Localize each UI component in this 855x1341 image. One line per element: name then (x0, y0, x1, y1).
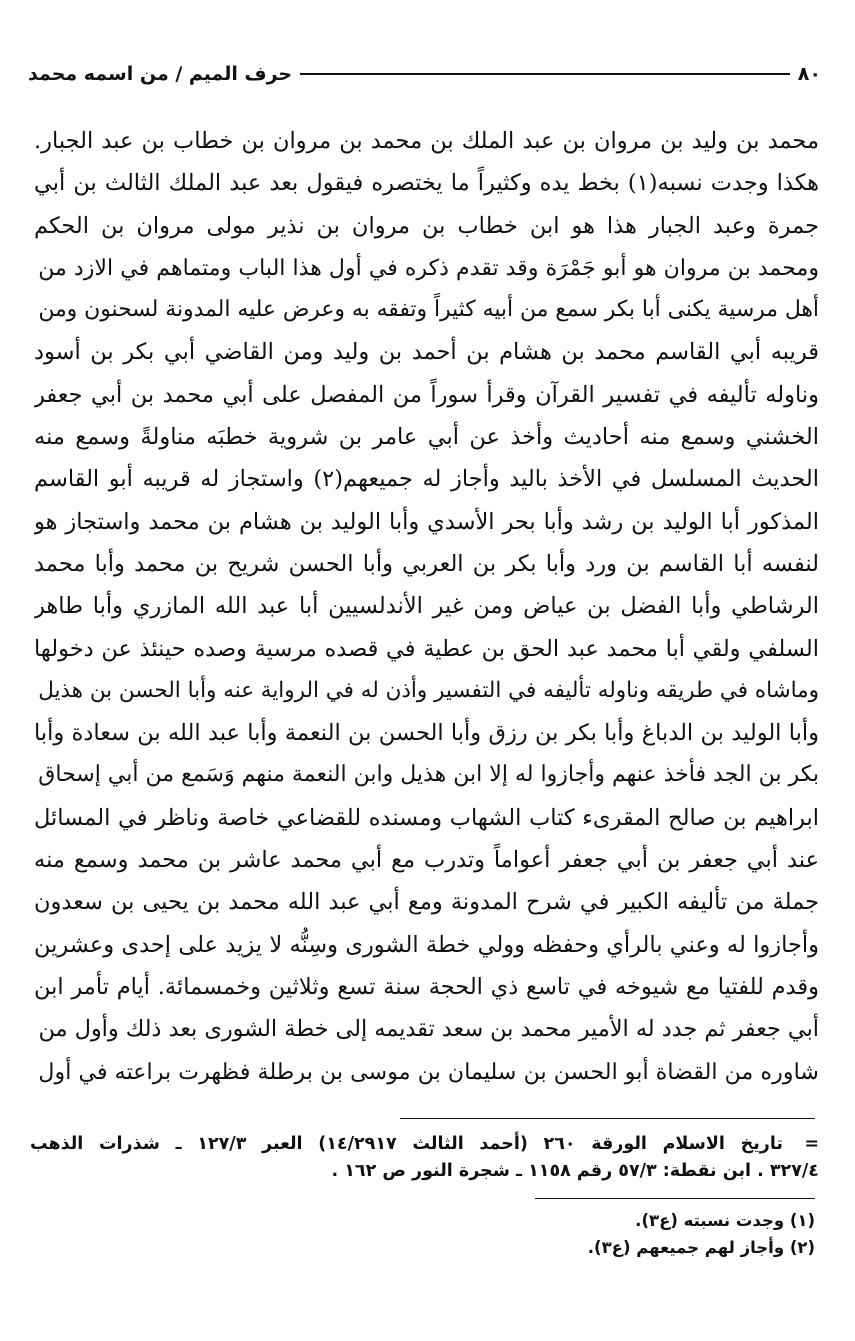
text-line: وأبا الوليد بن الدباغ وأبا بكر بن رزق وأبا الحسن بن النعمة وأبا عبد الله بن سعادة وأبا (34, 720, 819, 747)
text-line: الرشاطي وأبا الفضل بن عياض ومن غير الأندلسيين أبا عبد الله المازري وأبا طاهر (34, 593, 819, 620)
running-header (28, 54, 821, 94)
text-line: أبي جعفر ثم جدد له الأمير محمد بن سعد تقديمه إلى خطة الشورى بعد ذلك وأول من (38, 1016, 819, 1043)
text-line: وماشاه في طريقه وناوله تأليفه في التفسير وأذن له في الرواية عنه وأبا الحسن بن هذيل (38, 677, 819, 703)
footnote-line: تاريخ الاسلام الورقة ٢٦٠ (أحمد الثالث ١٤/٢٩١٧) العبر ١٢٧/٣ ـ شذرات الذهب (30, 1134, 783, 1154)
main-text (34, 120, 819, 1093)
text-line: الخشني وسمع منه أحاديث وأخذ عن أبي عامر بن شروية خطبَه مناولةً وسمع منه (34, 424, 819, 451)
text-line: الحديث المسلسل في الأخذ باليد وأجاز له جميعهم(٢) واستجاز له قريبه أبو القاسم (34, 466, 819, 493)
text-line: لنفسه أبا القاسم بن ورد وأبا بكر بن العربي وأبا الحسن شريح بن محمد وأبا محمد (34, 550, 819, 577)
text-line: عند أبي جعفر بن أبي جعفر أعواماً وتدرب مع أبي محمد عاشر بن محمد وسمع منه (34, 847, 819, 874)
text-line: محمد بن وليد بن مروان بن عبد الملك بن محمد بن مروان بن خطاب بن عبد الجبار. (34, 128, 819, 154)
text-line: وأجازوا له وعني بالرأي وحفظه وولي خطة الشورى وسِنُّه لا يزيد على إحدى وعشرين (34, 931, 819, 958)
footnote-line: ٣٢٧/٤ . ابن نقطة: ٥٧/٣ رقم ١١٥٨ ـ شجرة النور ص ١٦٢ . (331, 1161, 819, 1181)
text-line: ومحمد بن مروان هو أبو جَمْرَة وقد تقدم ذكره في أول هذا الباب ومتماهم في الازد من (38, 254, 819, 281)
page-number: ٨٠ (797, 63, 821, 85)
text-line: ابراهيم بن صالح المقرىء كتاب الشهاب ومسنده للقضاعي خاصة وناظر في المسائل (34, 804, 819, 831)
text-line: شاوره من القضاة أبو الحسن بن سليمان بن موسى بن برطلة فظهرت براعته في أول (38, 1058, 819, 1085)
text-line: هكذا وجدت نسبه(١) بخط يده وكثيراً ما يختصره فيقول بعد عبد الملك الثالث بن أبي (34, 170, 819, 197)
text-line: وناوله تأليفه في تفسير القرآن وقرأ سوراً من المفصل على أبي محمد بن أبي جعفر (34, 381, 819, 408)
text-line: السلفي ولقي أبا محمد عبد الحق بن عطية في قصده مرسية وصده حينئذ عن دخولها (34, 635, 819, 662)
footnote-separator (400, 1118, 815, 1119)
text-line: وقدم للفتيا مع شيوخه في تاسع ذي الحجة سنة تسع وثلاثين وخمسمائة. أيام تأمر ابن (34, 973, 819, 1000)
footnote-2: (٢) وأجاز لهم جميعهم (ع٣). (587, 1238, 815, 1257)
text-line: أهل مرسية يكنى أبا بكر سمع من أبيه كثيراً وتفقه به وعرض عليه المدونة لسحنون ومن (38, 297, 819, 323)
text-line: جملة من تأليفه الكبير في شرح المدونة ومع أبي عبد الله محمد بن يحيى بن سعدون (34, 889, 819, 916)
footnote-1: (١) وجدت نسبته (ع٣). (635, 1211, 815, 1230)
text-line: بكر بن الجد فأخذ عنهم وأجازوا له إلا ابن هذيل وابن النعمة منهم وَسَمع من أبي إسحاق (38, 762, 819, 788)
continuation-marker: = (804, 1134, 819, 1154)
header-rule (300, 73, 790, 75)
text-line: جمرة وعبد الجبار هذا هو ابن خطاب بن مروان بن نذير مولى مروان بن الحكم (34, 212, 819, 239)
text-line: المذكور أبا الوليد بن رشد وأبا بحر الأسدي وأبا الوليد بن هشام بن محمد واستجاز هو (34, 508, 819, 535)
continued-footnote (30, 1131, 819, 1185)
text-line: قريبه أبي القاسم محمد بن هشام بن أحمد بن وليد ومن القاضي أبي بكر بن أسود (34, 339, 819, 366)
footnotes (395, 1207, 815, 1261)
section-title: حرف الميم / من اسمه محمد (28, 63, 293, 85)
footnote-separator (535, 1198, 815, 1199)
